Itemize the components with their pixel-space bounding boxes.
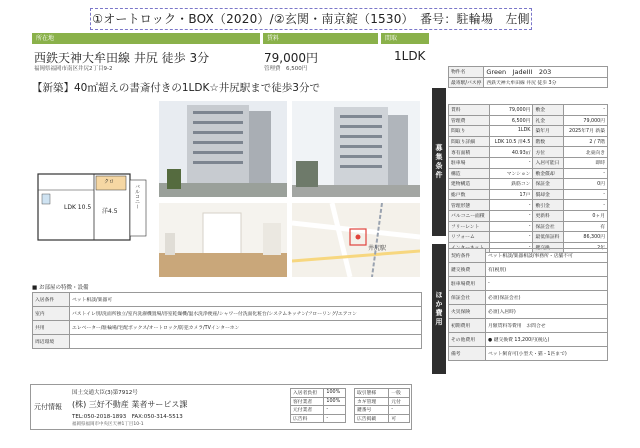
cost-label: 火災保険 <box>449 305 486 319</box>
spec-row <box>449 200 608 211</box>
spec-label: 保証金 <box>533 179 564 190</box>
map <box>292 203 420 277</box>
footer-info-label: 取引態様 <box>355 389 389 398</box>
summary-rent: 79,000円 <box>264 51 318 65</box>
spec-row <box>449 157 608 168</box>
floorplan-balcony: バルコニー <box>134 184 140 209</box>
footer-info-label: 鍵番号 <box>355 406 389 415</box>
spec-row <box>449 179 608 190</box>
summary-layout: 1LDK <box>394 49 426 63</box>
spec-table <box>448 104 608 253</box>
footer-license: 国土交通大臣(3)第7912号 <box>72 390 138 396</box>
spec-value: 即時 <box>564 157 608 168</box>
footer-ratio-row <box>291 414 346 423</box>
footer-ratio-value: - <box>324 406 346 415</box>
spec-value: 2025年7月 新築 <box>564 126 608 137</box>
cost-value: 有(税別) <box>486 263 608 277</box>
footer-ratio-label: 入居者負担 <box>291 389 324 398</box>
spec-value: 79,000円 <box>564 115 608 126</box>
layout-bar: 間取 <box>381 33 429 44</box>
headline: 【新築】40㎡超えの書斎付きの1LDK☆井尻駅まで徒歩3分で <box>32 82 320 94</box>
spec-label: 築年月 <box>533 126 564 137</box>
footer-ratio-value: 100% <box>324 397 346 406</box>
location-bar: 所在地 <box>32 33 260 44</box>
footer-ratio-row <box>291 406 346 415</box>
feature-label: 入居条件 <box>33 293 70 307</box>
floorplan-room: 洋4.5 <box>102 208 118 215</box>
cost-value: 必須(保証会社) <box>486 291 608 305</box>
features-title: ■ お部屋の特徴・設備 <box>32 285 89 291</box>
spec-label: 鍵交換 <box>533 242 564 253</box>
footer-company: (株) 三好不動産 業者サービス課 <box>72 400 188 409</box>
spec-label: フリーレント <box>449 221 490 232</box>
floorplan-ldk: LDK 10.5 <box>64 204 92 211</box>
spec-value: - <box>490 200 533 211</box>
spec-label: 方位 <box>533 147 564 158</box>
cost-row <box>449 249 608 263</box>
spec-label: 間取り詳細 <box>449 136 490 147</box>
spec-row <box>449 232 608 243</box>
spec-value: 北東向き <box>564 147 608 158</box>
footer-info-label: カギ管理 <box>355 397 389 406</box>
spec-value: 1LDK <box>490 126 533 137</box>
spec-label: 敷引金 <box>533 200 564 211</box>
feature-row <box>33 321 422 335</box>
cost-row <box>449 333 608 347</box>
feature-row <box>33 307 422 321</box>
building-table <box>448 66 608 88</box>
feature-label: 室内 <box>33 307 70 321</box>
spec-label: 敷金 <box>533 105 564 116</box>
cost-value: ペット飼育可(小型犬・猫・1匹まで) <box>486 347 608 361</box>
map-station-label: 井尻駅 <box>368 245 387 252</box>
footer-info-label: 広告掲載 <box>355 414 389 423</box>
building-photo-1 <box>159 101 287 197</box>
top-note: ①オートロック・BOX（2020）/②玄関・南京錠（1530） 番号：駐輪場 左側 <box>90 8 532 30</box>
feature-row <box>33 293 422 307</box>
spec-value: 有 <box>564 221 608 232</box>
footer-ratio-label: 客付業者 <box>291 397 324 406</box>
spec-label: 階数 <box>533 136 564 147</box>
spec-row <box>449 221 608 232</box>
footer-info-value: 一般 <box>389 389 410 398</box>
feature-value: エレベーター/駐輪場/宅配ボックス/オートロック/防犯カメラ/TVインターホン <box>70 321 422 335</box>
summary-fee: 管理費 6,500円 <box>264 66 308 72</box>
cost-value: 月額賃料等費用 お問合せ <box>486 319 608 333</box>
spec-value: 79,000円 <box>490 105 533 116</box>
cost-label: その他費用 <box>449 333 486 347</box>
spec-row <box>449 115 608 126</box>
spec-value: - <box>490 157 533 168</box>
spec-value: 0円 <box>564 179 608 190</box>
footer-ratio-label: 広告料 <box>291 414 324 423</box>
cost-value: - <box>486 277 608 291</box>
spec-label: 償却金 <box>533 189 564 200</box>
spec-value: 40.93㎡ <box>490 147 533 158</box>
feature-label: 共用 <box>33 321 70 335</box>
features-table <box>32 292 422 349</box>
spec-value: 0ヶ月 <box>564 210 608 221</box>
spec-label: 総戸数 <box>449 189 490 200</box>
cost-value: ペット相談/楽器相談/事務所・店舗不可 <box>486 249 608 263</box>
cost-label: 備考 <box>449 347 486 361</box>
spec-value: - <box>490 221 533 232</box>
cost-label: 保証会社 <box>449 291 486 305</box>
spec-side-label: 募集条件 <box>432 88 446 236</box>
cost-table <box>448 248 608 361</box>
footer-ratio-value: 100% <box>324 389 346 398</box>
cost-row <box>449 305 608 319</box>
cost-value: ● 鍵交換費 13,200円(税込) <box>486 333 608 347</box>
spec-label: 最低保証料 <box>533 232 564 243</box>
feature-label: 周辺環境 <box>33 335 70 349</box>
spec-value: 17戸 <box>490 189 533 200</box>
summary-line: 西鉄天神大牟田線 井尻 徒歩 3分 <box>34 51 210 65</box>
spec-row <box>449 126 608 137</box>
cost-label: 初期費用 <box>449 319 486 333</box>
spec-label: 建物構造 <box>449 179 490 190</box>
spec-label: 管理形態 <box>449 200 490 211</box>
spec-value: 2年 <box>564 242 608 253</box>
footer-ratio-table <box>290 388 346 423</box>
spec-label: 敷金償却 <box>533 168 564 179</box>
feature-value: ペット相談/楽器可 <box>70 293 422 307</box>
spec-label: バルコニー面積 <box>449 210 490 221</box>
footer-tel: TEL:050-2018-1893 FAX:050-314-5513 <box>72 414 183 420</box>
spec-row <box>449 168 608 179</box>
spec-value: - <box>564 168 608 179</box>
feature-row <box>33 335 422 349</box>
footer-label: 元付情報 <box>34 403 62 411</box>
spec-label: リフォーム <box>449 232 490 243</box>
summary-address: 福岡県福岡市南区井尻2丁目9-2 <box>34 66 113 72</box>
spec-row <box>449 210 608 221</box>
footer-info-table <box>354 388 410 423</box>
cost-label: 契約条件 <box>449 249 486 263</box>
cost-side-label: ほか費用 <box>432 244 446 374</box>
floorplan <box>34 166 152 246</box>
spec-label: 専有面積 <box>449 147 490 158</box>
footer-ratio-value: - <box>324 414 346 423</box>
spec-label: 管理費 <box>449 115 490 126</box>
spec-value: - <box>490 232 533 243</box>
spec-value: 2 / 7階 <box>564 136 608 147</box>
spec-label: 構造 <box>449 168 490 179</box>
spec-value: - <box>564 105 608 116</box>
spec-label: 保証会社 <box>533 221 564 232</box>
footer-info-row <box>355 406 410 415</box>
spec-label: 更新料 <box>533 210 564 221</box>
building-name: Green JadeIII 203 <box>484 67 608 78</box>
spec-value: LDK 10.5 洋4.5 <box>490 136 533 147</box>
traffic-label: 最寄駅/バス停 <box>449 77 484 88</box>
footer-ratio-row <box>291 397 346 406</box>
spec-value: - <box>490 210 533 221</box>
spec-label: 駐車場 <box>449 157 490 168</box>
spec-value: - <box>564 200 608 211</box>
spec-label: 入居可能日 <box>533 157 564 168</box>
cost-label: 鍵交換費 <box>449 263 486 277</box>
cost-row <box>449 319 608 333</box>
cost-row <box>449 347 608 361</box>
cost-value: 必須(入居時) <box>486 305 608 319</box>
footer-info-row <box>355 414 410 423</box>
footer-info-row <box>355 389 410 398</box>
cost-label: 駐車場費用 <box>449 277 486 291</box>
spec-label: 間取り <box>449 126 490 137</box>
spec-row <box>449 189 608 200</box>
traffic-value: 西鉄天神大牟田線 井尻 徒歩 3分 <box>484 77 608 88</box>
spec-row <box>449 105 608 116</box>
feature-value <box>70 335 422 349</box>
cost-row <box>449 291 608 305</box>
feature-value: バストイレ別/洗面所独立/室内洗濯機置場/浴室乾燥機/温水洗浄便座/シャワー付洗面化粧台/システムキッチン/フローリング/エアコン <box>70 307 422 321</box>
spec-value: 86,300円 <box>564 232 608 243</box>
spec-value: マンション <box>490 168 533 179</box>
spec-value: 鉄筋コン <box>490 179 533 190</box>
room-photo <box>159 203 287 277</box>
footer-info-row <box>355 397 410 406</box>
cost-row <box>449 263 608 277</box>
footer-company-address: 福岡県福岡市中央区天神1丁目10-1 <box>72 422 144 427</box>
spec-row <box>449 147 608 158</box>
building-photo-2 <box>292 101 420 197</box>
footer-info-value: 可 <box>389 414 410 423</box>
floorplan-closet: クロ <box>104 179 115 185</box>
footer-ratio-row <box>291 389 346 398</box>
cost-row <box>449 277 608 291</box>
footer-ratio-label: 元付業者 <box>291 406 324 415</box>
rent-bar: 賃料 <box>263 33 378 44</box>
footer-info-value: - <box>389 406 410 415</box>
building-label: 物件名 <box>449 67 484 78</box>
spec-row <box>449 136 608 147</box>
spec-value: 6,500円 <box>490 115 533 126</box>
spec-value: - <box>490 242 533 253</box>
footer-info-value: 元付 <box>389 397 410 406</box>
spec-value: - <box>564 189 608 200</box>
spec-label: 礼金 <box>533 115 564 126</box>
spec-label: 賃料 <box>449 105 490 116</box>
